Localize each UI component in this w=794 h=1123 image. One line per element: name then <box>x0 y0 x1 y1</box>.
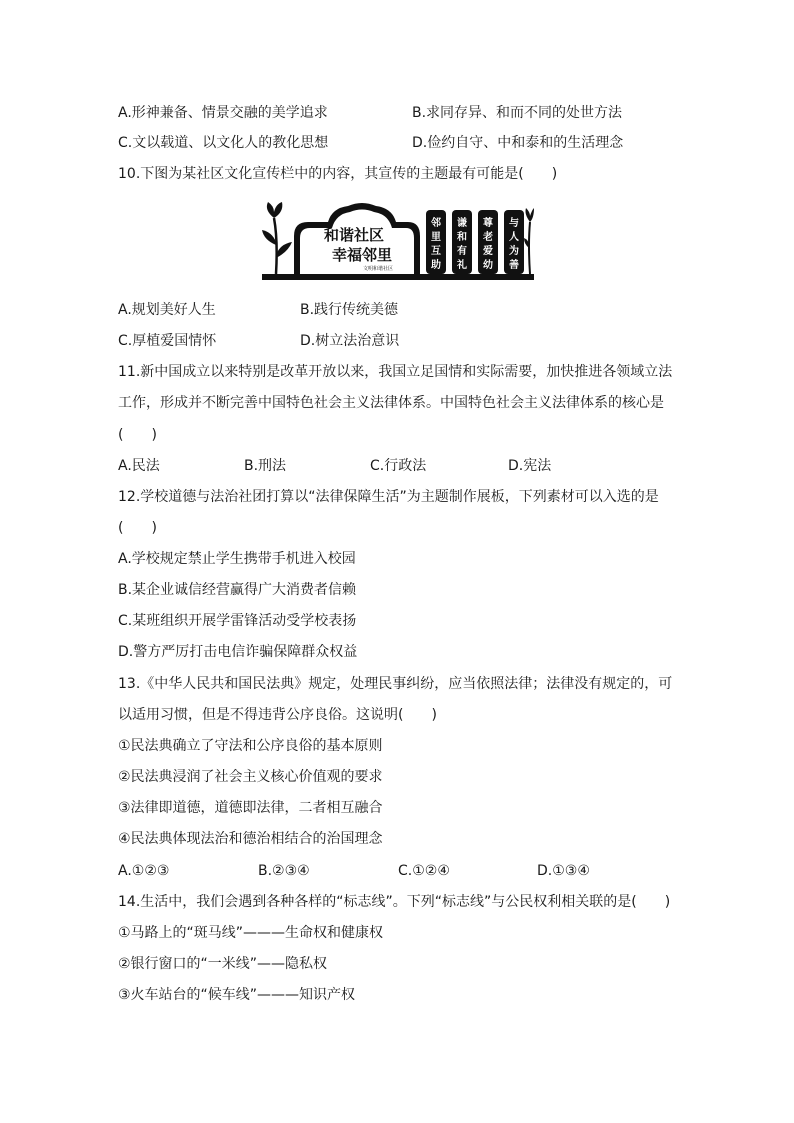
q10-stem: 10.下图为某社区文化宣传栏中的内容，其宣传的主题最有可能是( ) <box>118 166 558 182</box>
q13-statement-3: ③法律即道德，道德即法律，二者相互融合 <box>118 800 383 816</box>
q13-stem-line1: 13.《中华人民共和国民法典》规定，处理民事纠纷，应当依照法律；法律没有规定的，可 <box>118 676 673 692</box>
q12-option-b: B.某企业诚信经营赢得广大消费者信赖 <box>118 582 357 598</box>
q14-statement-2: ②银行窗口的“一米线”——隐私权 <box>118 956 328 972</box>
pillar-2-char-2: 和 <box>457 232 467 243</box>
banner-main-line1: 和谐社区 <box>323 226 385 244</box>
q11-stem-line2: 工作，形成并不断完善中国特色社会主义法律体系。中国特色社会主义法律体系的核心是 <box>118 395 664 411</box>
q11-option-a: A.民法 <box>118 458 160 474</box>
q13-option-b: B.②③④ <box>258 863 310 879</box>
q12-option-c: C.某班组织开展学雷锋活动受学校表扬 <box>118 613 357 629</box>
banner-main-line2: 幸福邻里 <box>331 246 393 264</box>
q11-option-c: C.行政法 <box>370 458 427 474</box>
q13-stem-line2: 以适用习惯，但是不得违背公序良俗。这说明( ) <box>118 707 437 723</box>
q13-statement-4: ④民法典体现法治和德治相结合的治国理念 <box>118 831 383 847</box>
q11-stem-line1: 11.新中国成立以来特别是改革开放以来，我国立足国情和实际需要，加快推进各领域立法 <box>118 364 673 380</box>
q9-option-b: B.求同存异、和而不同的处世方法 <box>412 105 623 121</box>
q11-option-d: D.宪法 <box>508 458 552 474</box>
q12-stem-line1: 12.学校道德与法治社团打算以“法律保障生活”为主题制作展板，下列素材可以入选的是 <box>118 489 659 505</box>
q12-option-a: A.学校规定禁止学生携带手机进入校园 <box>118 551 356 567</box>
q9-option-a: A.形神兼备、情景交融的美学追求 <box>118 105 328 121</box>
q13-option-c: C.①②④ <box>398 863 450 879</box>
pillar-2-char-3: 有 <box>457 246 467 257</box>
pillar-1-char-1: 邻 <box>431 218 441 229</box>
pillar-1-char-2: 里 <box>431 232 441 243</box>
left-flower-icon <box>262 202 292 274</box>
q11-option-b: B.刑法 <box>244 458 287 474</box>
q14-statement-1: ①马路上的“斑马线”———生命权和健康权 <box>118 925 384 941</box>
community-banner-image <box>262 200 534 282</box>
banner-small-caption: 文明和谐社区 <box>362 266 394 272</box>
q13-option-a: A.①②③ <box>118 863 170 879</box>
q11-stem-line3: ( ) <box>118 427 157 443</box>
pillar-4 <box>504 210 524 274</box>
pillar-4-char-4: 善 <box>509 260 519 271</box>
pillar-1-char-3: 互 <box>431 246 441 257</box>
pillar-3 <box>478 210 498 274</box>
q13-statement-2: ②民法典浸润了社会主义核心价值观的要求 <box>118 769 383 785</box>
q10-option-b: B.践行传统美德 <box>300 302 399 318</box>
q10-option-d: D.树立法治意识 <box>300 333 400 349</box>
q14-stem: 14.生活中，我们会遇到各种各样的“标志线”。下列“标志线”与公民权利相关联的是( ) <box>118 894 671 910</box>
q10-option-c: C.厚植爱国情怀 <box>118 333 217 349</box>
pillar-3-char-1: 尊 <box>483 218 493 229</box>
pillar-3-char-4: 幼 <box>483 260 493 271</box>
q12-option-d: D.警方严厉打击电信诈骗保障群众权益 <box>118 644 358 660</box>
pillar-4-char-1: 与 <box>509 218 519 229</box>
pillar-3-char-3: 爱 <box>483 246 493 257</box>
pillar-2-char-4: 礼 <box>457 260 467 271</box>
pillar-3-char-2: 老 <box>483 232 493 243</box>
pillar-1 <box>426 210 446 274</box>
q13-option-d: D.①③④ <box>537 863 590 879</box>
q13-statement-1: ①民法典确立了守法和公序良俗的基本原则 <box>118 738 383 754</box>
q10-option-a: A.规划美好人生 <box>118 302 216 318</box>
pillar-2-char-1: 谦 <box>457 218 467 229</box>
q9-option-d: D.俭约自守、中和泰和的生活理念 <box>412 135 624 151</box>
right-flower-icon <box>524 208 534 274</box>
pillar-4-char-3: 为 <box>509 246 519 257</box>
q12-stem-line2: ( ) <box>118 520 157 536</box>
q9-option-c: C.文以载道、以文化人的教化思想 <box>118 135 329 151</box>
pillar-4-char-2: 人 <box>509 232 519 243</box>
pillar-2 <box>452 210 472 274</box>
q14-statement-3: ③火车站台的“候车线”———知识产权 <box>118 987 356 1003</box>
pillar-1-char-4: 助 <box>431 260 441 271</box>
